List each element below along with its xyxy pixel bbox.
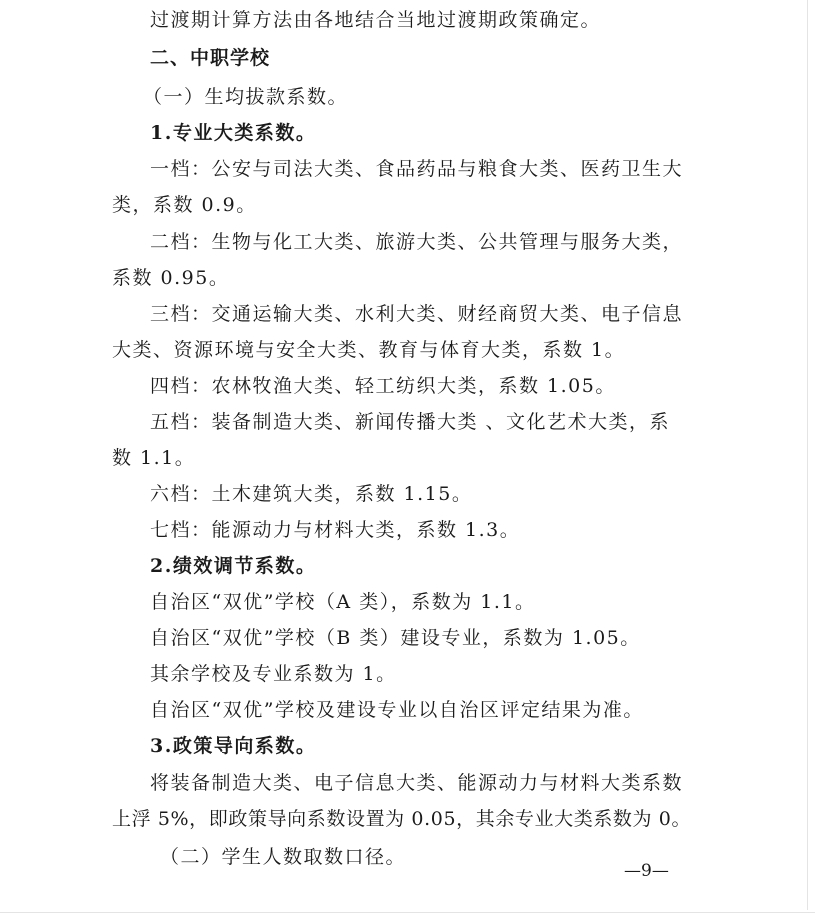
page-edge-right: [807, 0, 808, 910]
paragraph-line: 数 1.1。: [112, 447, 196, 469]
subsection-heading: （一）生均拔款系数。: [143, 86, 349, 108]
section-heading: 二、中职学校: [150, 47, 271, 69]
paragraph-line: 类，系数 0.9。: [112, 194, 257, 216]
paragraph-line: 七档：能源动力与材料大类，系数 1.3。: [150, 519, 521, 541]
page-edge-bottom: [0, 912, 815, 913]
paragraph-line: 将装备制造大类、电子信息大类、能源动力与材料大类系数: [150, 772, 684, 794]
paragraph-line: 其余学校及专业系数为 1。: [150, 663, 397, 685]
page-number: —9—: [624, 861, 669, 881]
paragraph-line: 自治区“双优”学校及建设专业以自治区评定结果为准。: [150, 699, 644, 721]
paragraph-line: 大类、资源环境与安全大类、教育与体育大类，系数 1。: [112, 339, 626, 361]
item-heading: 3.政策导向系数。: [150, 735, 317, 757]
paragraph-line: 自治区“双优”学校（A 类），系数为 1.1。: [150, 591, 536, 613]
paragraph-line: 上浮 5%，即政策导向系数设置为 0.05，其余专业大类系数为 0。: [112, 808, 692, 830]
paragraph-line: 六档：土木建筑大类，系数 1.15。: [150, 483, 473, 505]
paragraph-line: 三档：交通运输大类、水利大类、财经商贸大类、电子信息: [150, 303, 684, 325]
subsection-heading: （二）学生人数取数口径。: [160, 846, 407, 868]
paragraph-line: 自治区“双优”学校（B 类）建设专业，系数为 1.05。: [150, 627, 641, 649]
item-heading: 2.绩效调节系数。: [150, 555, 317, 577]
paragraph-line: 一档：公安与司法大类、食品药品与粮食大类、医药卫生大: [150, 158, 684, 180]
paragraph-line: 二档：生物与化工大类、旅游大类、公共管理与服务大类，: [150, 231, 684, 253]
paragraph-line: 系数 0.95。: [112, 267, 230, 289]
paragraph-line: 四档：农林牧渔大类、轻工纺织大类，系数 1.05。: [150, 375, 616, 397]
item-heading: 1.专业大类系数。: [150, 122, 317, 144]
paragraph-line: 五档：装备制造大类、新闻传播大类 、文化艺术大类，系: [150, 411, 671, 433]
paragraph-line: 过渡期计算方法由各地结合当地过渡期政策确定。: [150, 9, 602, 31]
